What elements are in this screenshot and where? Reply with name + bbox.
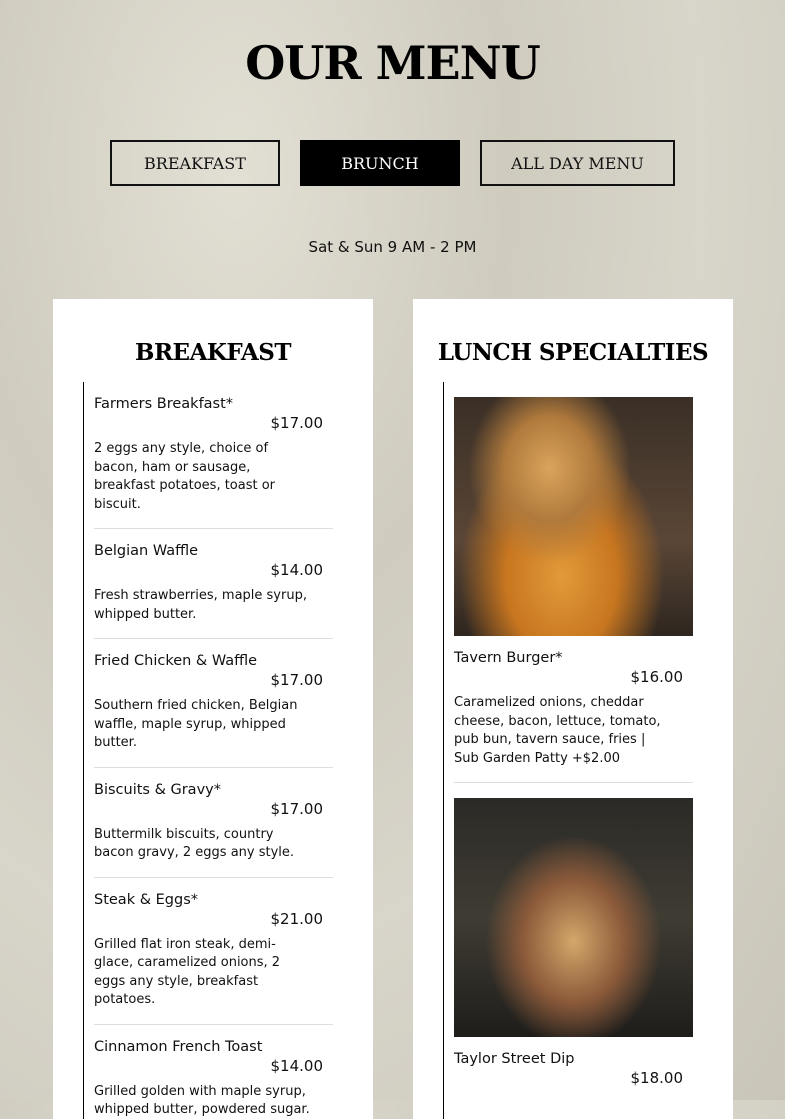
menu-item xyxy=(94,1025,333,1119)
section-title: LUNCH SPECIALTIES xyxy=(413,339,733,366)
section-title: BREAKFAST xyxy=(53,339,373,366)
item-name: Taylor Street Dip xyxy=(454,1051,693,1067)
tavern-burger-image xyxy=(454,397,693,636)
item-desc: Southern fried chicken, Belgian waffle, maple syrup, whipped butter. xyxy=(94,697,333,753)
tab-breakfast[interactable]: BREAKFAST xyxy=(110,140,280,186)
menu-item xyxy=(94,878,333,1025)
item-name: Fried Chicken & Waffle xyxy=(94,653,333,669)
tab-all-day-menu[interactable]: ALL DAY MENU xyxy=(480,140,675,186)
item-price: $18.00 xyxy=(454,1069,693,1087)
page-title: OUR MENU xyxy=(0,36,785,90)
item-price: $14.00 xyxy=(94,561,333,579)
item-desc: Buttermilk biscuits, country bacon gravy, 2 eggs any style. xyxy=(94,826,333,863)
item-desc: 2 eggs any style, choice of bacon, ham or sausage, breakfast potatoes, toast or biscuit. xyxy=(94,440,333,514)
menu-item xyxy=(454,397,693,783)
lunch-card xyxy=(413,299,733,1119)
item-desc: Caramelized onions, cheddar cheese, bacon, lettuce, tomato, pub bun, tavern sauce, fries | Sub Garden Patty +$2.00 xyxy=(454,694,693,768)
item-price: $21.00 xyxy=(94,910,333,928)
item-name: Steak & Eggs* xyxy=(94,892,333,908)
item-name: Tavern Burger* xyxy=(454,650,693,666)
menu-item xyxy=(94,768,333,878)
item-name: Biscuits & Gravy* xyxy=(94,782,333,798)
menu-item xyxy=(94,529,333,639)
taylor-street-dip-image xyxy=(454,798,693,1037)
item-price: $17.00 xyxy=(94,800,333,818)
tab-brunch[interactable]: BRUNCH xyxy=(300,140,460,186)
item-desc: Fresh strawberries, maple syrup, whipped butter. xyxy=(94,587,333,624)
item-price: $17.00 xyxy=(94,414,333,432)
hours-text: Sat & Sun 9 AM - 2 PM xyxy=(0,238,785,256)
item-price: $17.00 xyxy=(94,671,333,689)
breakfast-card xyxy=(53,299,373,1119)
item-name: Belgian Waffle xyxy=(94,543,333,559)
item-price: $14.00 xyxy=(94,1057,333,1075)
menu-tabs xyxy=(0,140,785,186)
menu-item xyxy=(454,798,693,1101)
item-desc: Grilled golden with maple syrup, whipped butter, powdered sugar. xyxy=(94,1083,333,1119)
item-price: $16.00 xyxy=(454,668,693,686)
item-name: Farmers Breakfast* xyxy=(94,396,333,412)
menu-item xyxy=(94,382,333,529)
menu-item xyxy=(94,639,333,768)
lunch-list xyxy=(443,382,693,1119)
item-desc: Grilled flat iron steak, demi-glace, caramelized onions, 2 eggs any style, breakfast potatoes. xyxy=(94,936,333,1010)
breakfast-list xyxy=(83,382,333,1119)
item-name: Cinnamon French Toast xyxy=(94,1039,333,1055)
